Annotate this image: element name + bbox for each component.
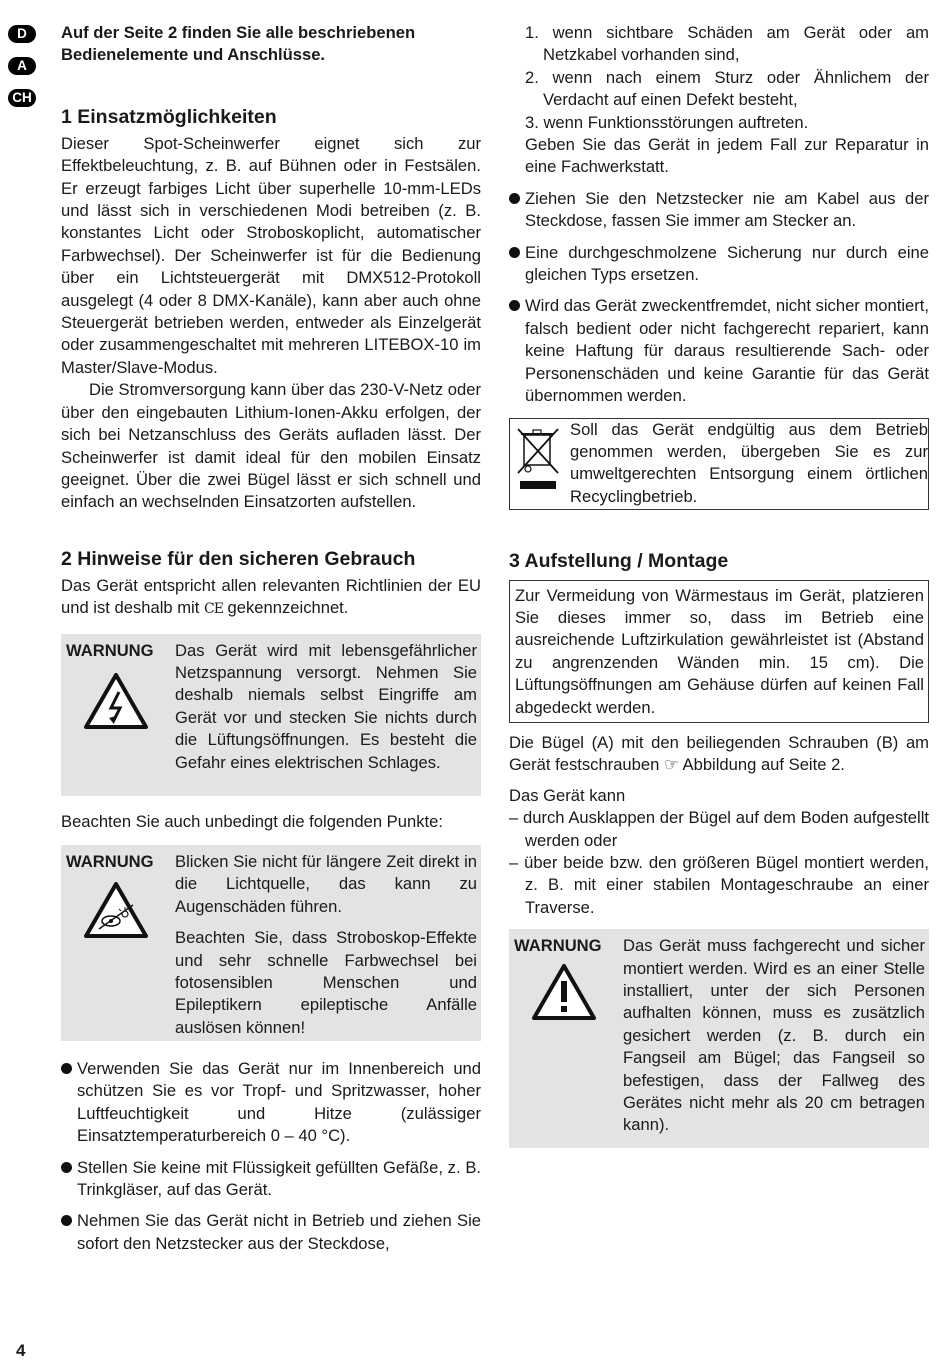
bullet-item: Ziehen Sie den Netzstecker nie am Kabel aus der Steckdose, fassen Sie immer am Stecker an. <box>509 188 929 233</box>
ce-sentence-end: gekennzeichnet. <box>227 598 349 618</box>
bullet-item: Verwenden Sie das Gerät nur im Innenbereich und schützen Sie es vor Tropf- und Spritzwasser, hoher Luftfeuchtigkeit und Hitze (zulässiger Einsatztemperaturbereich 0 – 40 °C). <box>61 1058 481 1148</box>
warning-label: WARNUNG <box>514 936 602 956</box>
bullet-item: Eine durchgeschmolzene Sicherung nur durch eine gleichen Typs ersetzen. <box>509 242 929 287</box>
intro-text: Auf der Seite 2 finden Sie alle beschriebenen Bedienelemente und Anschlüsse. <box>61 23 416 65</box>
ventilation-notice-box <box>509 580 929 723</box>
disposal-notice-box <box>509 418 929 510</box>
ventilation-text: Zur Vermeidung von Wärmestaus im Gerät, platzieren Sie dieses immer so, dass im Betrieb eine ausreichende Luftzirkulation gewährleistet ist (Abstand zu angrenzenden Wänden min. 15 cm). Die Lüftungsöffnungen am Gehäuse dürfen auf keinen Fall abgedeckt werden. <box>515 585 924 717</box>
electric-shock-warning-icon <box>83 672 149 736</box>
right-column <box>509 22 929 1148</box>
warning-box-mounting <box>509 929 929 1148</box>
dash-list-item: – über beide bzw. den größeren Bügel montiert werden, z. B. mit einer stabilen Montageschraube an einer Traverse. <box>509 852 929 917</box>
section-1-paragraph-1: Dieser Spot-Scheinwerfer eignet sich zur Effektbeleuchtung, z. B. auf Bühnen oder in Festsälen. Er erzeugt farbiges Licht über superhelle 10-mm-LEDs und lässt sich in verschiedenen Modi betreiben (z. B. konstantes Licht oder Stroboskoplicht, automatischer Farbwechsel). Der Scheinwerfer ist für die Bedienung über ein Lichtsteuergerät mit DMX512-Protokoll ausgelegt (4 oder 8 DMX-Kanäle), kann aber auch ohne Steuergerät betrieben werden, entweder als Einzelgerät oder zusammengeschaltet mit mehreren LITEBOX-10 im Master/Slave-Modus. <box>61 133 481 377</box>
section-2-paragraph-2: Beachten Sie auch unbedingt die folgenden Punkte: <box>61 811 443 831</box>
section-3-paragraph-1: Die Bügel (A) mit den beiliegenden Schrauben (B) am Gerät festschrauben ☞ Abbildung auf Seite 2. <box>509 732 929 775</box>
warning-box-electric <box>61 634 481 796</box>
dash-list-item: – durch Ausklappen der Bügel auf dem Boden aufgestellt werden oder <box>509 808 929 850</box>
ce-sentence-start: Das Gerät entspricht allen relevanten Richtlinien der EU und ist deshalb mit <box>61 575 481 618</box>
section-2-title: 2 Hinweise für den sicheren Gebrauch <box>61 547 416 570</box>
bullet-item: Nehmen Sie das Gerät nicht in Betrieb und ziehen Sie sofort den Netzstecker aus der Steckdose, <box>61 1210 481 1255</box>
warning-label: WARNUNG <box>66 640 154 660</box>
section-1-paragraph-2: Die Stromversorgung kann über das 230-V-Netz oder über den eingebauten Lithium-Ionen-Akku erfolgen, der sich bei Netzanschluss des Geräts aufladen lässt. Der Scheinwerfer ist damit ideal für den mobilen Einsatz geeignet. Über die zwei Bügel lässt er sich schnell und einfach an wechselnden Einsatzorten aufstellen. <box>61 380 482 512</box>
language-badge-ch: CH <box>8 89 36 107</box>
ce-mark-icon: CE <box>203 601 223 618</box>
section-3-title: 3 Aufstellung / Montage <box>509 549 729 572</box>
section-2-paragraph-1 <box>61 575 481 621</box>
general-warning-icon <box>531 963 597 1027</box>
page-number: 4 <box>16 1341 26 1360</box>
crossed-out-wheelie-bin-icon <box>514 425 562 503</box>
warning-text-light-2: Beachten Sie, dass Stroboskop-Effekte und sehr schnelle Farbwechsel bei fotosensiblen Menschen und Epileptikern epileptische Anfälle auslösen können! <box>175 928 477 1037</box>
language-badges <box>8 25 36 121</box>
warning-text-light-1: Blicken Sie nicht für längere Zeit direkt in die Lichtquelle, das kann zu Augenschäden führen. <box>175 851 477 916</box>
numbered-item: 3. wenn Funktionsstörungen auftreten. <box>525 112 809 132</box>
left-column <box>61 22 481 1255</box>
disposal-text: Soll das Gerät endgültig aus dem Betrieb genommen werden, übergeben Sie es zur umweltgerechten Entsorgung einem örtlichen Recyclingbetrieb. <box>570 419 928 506</box>
bullet-item: Wird das Gerät zweckentfremdet, nicht sicher montiert, falsch bedient oder nicht fachgerecht repariert, kann keine Haftung für daraus resultierende Sach- oder Personenschäden und keine Garantie für das Gerät übernommen werden. <box>509 295 929 407</box>
warning-text-mounting: Das Gerät muss fachgerecht und sicher montiert werden. Wird es an einer Stelle installiert, unter der sich Personen aufhalten können, muss es zusätzlich gesichert werden (z. B. durch ein Fangseil am Bügel; das Fangseil so befestigen, dass der Fallweg des Gerätes nicht mehr als 20 cm betragen kann). <box>623 936 925 1135</box>
section-1-title: 1 Einsatzmöglichkeiten <box>61 105 277 128</box>
eye-light-warning-icon <box>83 881 149 945</box>
bullet-item: Stellen Sie keine mit Flüssigkeit gefüllten Gefäße, z. B. Trinkgläser, auf das Gerät. <box>61 1157 481 1202</box>
repair-note: Geben Sie das Gerät in jedem Fall zur Reparatur in eine Fachwerkstatt. <box>525 135 929 177</box>
warning-box-light <box>61 845 481 1041</box>
numbered-item: 2. wenn nach einem Sturz oder Ähnlichem der Verdacht auf einen Defekt besteht, <box>525 67 929 110</box>
numbered-item: 1. wenn sichtbare Schäden am Gerät oder am Netzkabel vorhanden sind, <box>525 23 929 65</box>
warning-text-electric: Das Gerät wird mit lebensgefährlicher Netzspannung versorgt. Nehmen Sie deshalb niemals selbst Eingriffe am Gerät vor und stecken Sie nichts durch die Lüftungsöffnungen. Es besteht die Gefahr eines elektrischen Schlages. <box>175 640 477 772</box>
numbered-list <box>509 22 929 179</box>
language-badge-a: A <box>8 57 36 75</box>
section-3-paragraph-2: Das Gerät kann <box>509 785 626 805</box>
language-badge-d: D <box>8 25 36 43</box>
warning-label: WARNUNG <box>66 851 154 871</box>
